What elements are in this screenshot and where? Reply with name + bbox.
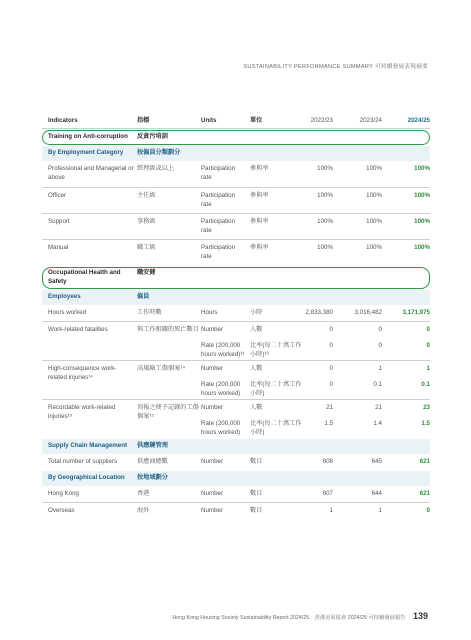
- rate-2023-24: 1.4: [373, 420, 382, 427]
- unit-label-zh: 參與率: [250, 244, 269, 251]
- value-2023-24: 3,016,482: [354, 309, 382, 316]
- value-2024-25: 3,171,975: [402, 309, 430, 316]
- unit-label-zh: 參與率: [250, 218, 269, 225]
- value-2022-23: 21: [326, 404, 333, 411]
- unit-label-zh: 人數: [250, 365, 263, 372]
- rate-unit-label-zh: 比率(每二十萬工作小時): [250, 381, 302, 397]
- indicator-label: Work-related fatalities: [48, 326, 108, 333]
- value-2022-23: 1: [329, 507, 333, 514]
- value-2023-24: 1: [378, 507, 382, 514]
- value-2024-25: 100%: [414, 192, 430, 199]
- section-title: Occupational Health and Safety: [48, 269, 121, 285]
- indicator-label: Recordable work-related injuries¹⁵: [48, 404, 116, 420]
- unit-label: Participation rate: [201, 165, 236, 181]
- section-title-zh: 反貪污培訓: [137, 133, 168, 140]
- subsection-title: Supply Chain Management: [48, 442, 128, 449]
- indicator-label: Officer: [48, 192, 67, 199]
- subsection-title-zh: 按地域劃分: [137, 474, 168, 481]
- value-2022-23: 2,833,380: [305, 309, 333, 316]
- rate-unit-label: Rate (200,000 hours worked): [201, 381, 241, 397]
- value-2024-25: 23: [423, 404, 430, 411]
- rate-unit-label: Rate (200,000 hours worked)¹³: [201, 342, 245, 358]
- indicator-label-zh: 主任級: [137, 192, 156, 199]
- indicator-label: Hours worked: [48, 309, 87, 316]
- indicator-label-zh: 供應商總數: [137, 458, 168, 465]
- indicator-label: Overseas: [48, 507, 75, 514]
- value-2024-25: 621: [419, 458, 430, 465]
- value-2024-25: 0: [426, 507, 430, 514]
- subsection-title-zh: 按僱員分類劃分: [137, 149, 181, 156]
- value-2024-25: 0: [426, 326, 430, 333]
- section-title-zh: 職安健: [137, 269, 156, 276]
- page-number: 139: [412, 611, 428, 621]
- value-2023-24: 100%: [366, 218, 382, 225]
- indicator-label-zh: 海外: [137, 507, 150, 514]
- table-row: [42, 503, 430, 520]
- value-2023-24: 21: [375, 404, 382, 411]
- indicator-label: High-consequence work-related injuries¹⁴: [48, 365, 117, 381]
- subsection-employment-category: [42, 146, 430, 161]
- indicator-label: Professional and Managerial or above: [48, 165, 134, 181]
- value-2022-23: 808: [322, 458, 333, 465]
- rate-unit-label-zh: 比率(每二十萬工作小時): [250, 420, 302, 436]
- value-2023-24: 644: [371, 490, 382, 497]
- value-2024-25: 100%: [414, 165, 430, 172]
- indicator-label: Manual: [48, 244, 69, 251]
- rate-2022-23: 0: [329, 342, 333, 349]
- footer-text: Hong Kong Housing Society Sustainability Report 2024/25 香港房屋協會 2024/25 可持續發展報告: [172, 615, 406, 621]
- indicator-label-zh: 高風險工傷個案¹⁴: [137, 365, 186, 372]
- subsection-title-zh: 供應鏈管理: [137, 442, 168, 449]
- value-2024-25: 1: [426, 365, 430, 372]
- col-2024-25: 2024/25: [407, 117, 430, 124]
- table-row: [42, 188, 430, 214]
- value-2022-23: 0: [329, 326, 333, 333]
- value-2023-24: 100%: [366, 244, 382, 251]
- unit-label-zh: 數目: [250, 507, 263, 514]
- indicator-label-zh: 事務級: [137, 218, 156, 225]
- unit-label-zh: 數目: [250, 458, 263, 465]
- performance-table: [42, 112, 430, 520]
- table-row: [42, 240, 430, 266]
- value-2022-23: 100%: [317, 244, 333, 251]
- subsection-title: By Employment Category: [48, 149, 124, 156]
- indicator-label: Support: [48, 218, 70, 225]
- rate-2023-24: 0: [378, 342, 382, 349]
- col-2023-24: 2023/24: [359, 117, 382, 124]
- value-2024-25: 621: [419, 490, 430, 497]
- value-2022-23: 807: [322, 490, 333, 497]
- value-2024-25: 100%: [414, 218, 430, 225]
- unit-label: Number: [201, 458, 224, 465]
- unit-label-zh: 參與率: [250, 165, 269, 172]
- indicator-label: Total number of suppliers: [48, 458, 118, 465]
- col-units-zh: 單位: [250, 117, 263, 124]
- value-2022-23: 100%: [317, 165, 333, 172]
- unit-label: Number: [201, 490, 224, 497]
- section-title: Training on Anti-corruption: [48, 133, 128, 140]
- section-occupational-health-safety: [42, 266, 430, 290]
- indicator-label-zh: 香港: [137, 490, 150, 497]
- table-header-row: [42, 112, 430, 129]
- col-2022-23: 2022/23: [310, 117, 333, 124]
- rate-2022-23: 1.5: [324, 420, 333, 427]
- value-2023-24: 100%: [366, 192, 382, 199]
- table-row: [42, 361, 430, 400]
- indicator-label-zh: 須報之便予記錄的工傷個案¹⁵: [137, 404, 199, 420]
- col-units: Units: [201, 117, 217, 124]
- unit-label: Number: [201, 404, 224, 411]
- table-row: [42, 454, 430, 471]
- rate-unit-label-zh: 比率(每二十萬工作小時)¹³: [250, 342, 302, 358]
- rate-2024-25: 0: [426, 342, 430, 349]
- unit-label: Participation rate: [201, 192, 236, 208]
- rate-2022-23: 0: [329, 381, 333, 388]
- table-row: [42, 400, 430, 439]
- unit-label-zh: 人數: [250, 326, 263, 333]
- table-row: [42, 161, 430, 188]
- subsection-title: By Geographical Location: [48, 474, 125, 481]
- rate-2024-25: 1.5: [421, 420, 430, 427]
- indicator-label-zh: 與工作相關的死亡數目: [137, 326, 199, 333]
- unit-label-zh: 數目: [250, 490, 263, 497]
- subsection-title: Employees: [48, 293, 81, 300]
- unit-label: Participation rate: [201, 244, 236, 260]
- rate-2023-24: 0.1: [373, 381, 382, 388]
- subsection-employees: [42, 290, 430, 305]
- unit-label: Participation rate: [201, 218, 236, 234]
- table-row: [42, 486, 430, 503]
- indicator-label: Hong Kong: [48, 490, 79, 497]
- indicator-label-zh: 工作時數: [137, 309, 162, 316]
- indicator-label-zh: 職工級: [137, 244, 156, 251]
- col-indicators-zh: 指標: [137, 117, 150, 124]
- rate-unit-label: Rate (200,000 hours worked): [201, 420, 241, 436]
- table-row: [42, 214, 430, 240]
- value-2023-24: 645: [371, 458, 382, 465]
- value-2022-23: 0: [329, 365, 333, 372]
- value-2024-25: 100%: [414, 244, 430, 251]
- table-row: [42, 322, 430, 361]
- unit-label: Number: [201, 507, 224, 514]
- col-indicators: Indicators: [48, 117, 78, 124]
- subsection-title-zh: 僱員: [137, 293, 150, 300]
- unit-label-zh: 人數: [250, 404, 263, 411]
- indicator-label-zh: 經理級或以上: [137, 165, 175, 172]
- subsection-supply-chain: [42, 439, 430, 454]
- value-2022-23: 100%: [317, 192, 333, 199]
- value-2023-24: 0: [378, 326, 382, 333]
- value-2023-24: 100%: [366, 165, 382, 172]
- unit-label: Hours: [201, 309, 218, 316]
- unit-label: Number: [201, 326, 224, 333]
- value-2023-24: 1: [378, 365, 382, 372]
- table-row: [42, 305, 430, 322]
- running-header: SUSTAINABILITY PERFORMANCE SUMMARY 可持續發展表現摘要: [243, 64, 428, 70]
- page-footer: [172, 611, 428, 621]
- unit-label: Number: [201, 365, 224, 372]
- unit-label-zh: 小時: [250, 309, 263, 316]
- subsection-geographical-location: [42, 471, 430, 486]
- section-training-anti-corruption: [42, 129, 430, 146]
- unit-label-zh: 參與率: [250, 192, 269, 199]
- rate-2024-25: 0.1: [421, 381, 430, 388]
- value-2022-23: 100%: [317, 218, 333, 225]
